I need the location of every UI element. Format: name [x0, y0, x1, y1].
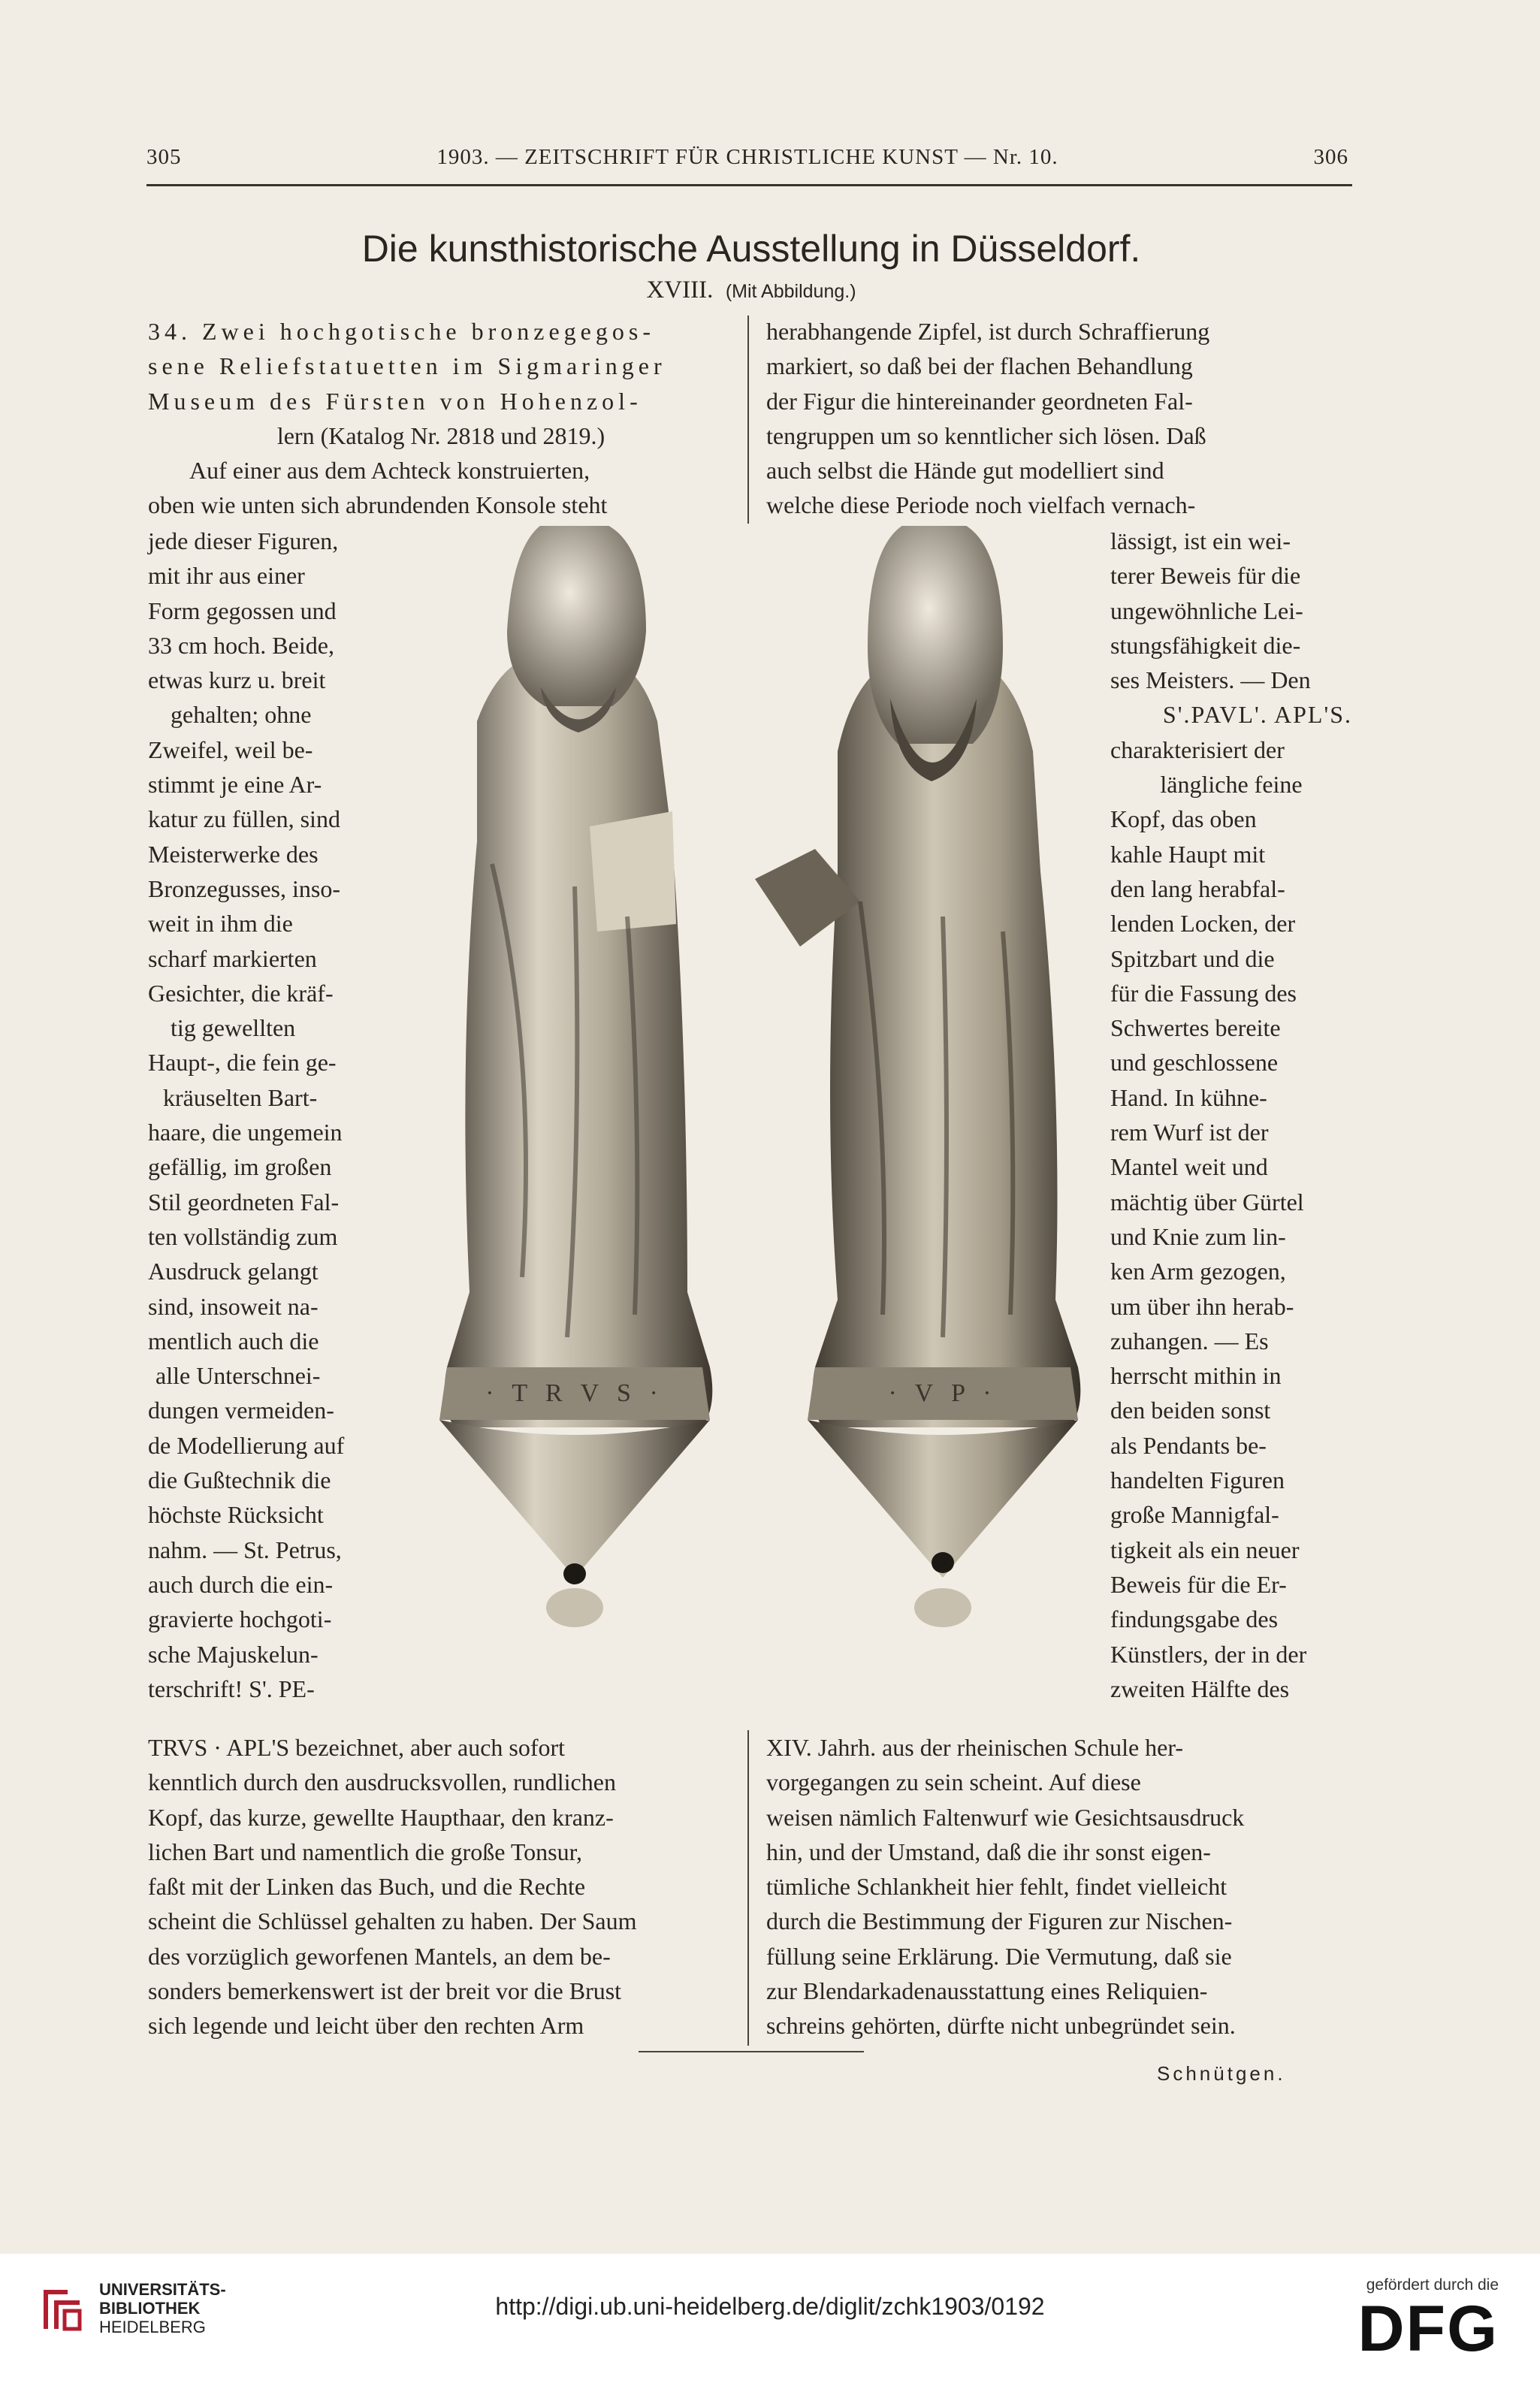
page-number-left: 305 [146, 145, 182, 169]
text-line: scharf markierten [148, 944, 317, 972]
footer-bar [0, 2254, 1540, 2392]
text-line: ses Meisters. — Den [1110, 666, 1311, 694]
text-line: 34. Zwei hochgotische bronzegegos- [148, 318, 655, 345]
text-line: lichen Bart und namentlich die große Tonsur, [148, 1838, 582, 1865]
text-line: auch durch die ein- [148, 1570, 334, 1598]
text-line: Haupt-, die fein ge- [148, 1049, 337, 1077]
text-line: dungen vermeiden- [148, 1397, 334, 1424]
text-line: charakterisiert der [1110, 735, 1285, 763]
text-line: alle Unterschnei- [156, 1362, 321, 1390]
text-line: Zweifel, weil be- [148, 735, 313, 763]
text-line: Kopf, das kurze, gewellte Haupthaar, den kranz- [148, 1803, 614, 1831]
text-line: gravierte hochgoti- [148, 1605, 332, 1633]
text-line: vorgegangen zu sein scheint. Auf diese [766, 1768, 1141, 1796]
statuettes-illustration [387, 526, 1093, 1728]
text-line: und geschlossene [1110, 1049, 1279, 1077]
text-line: herabhangende Zipfel, ist durch Schraffierung [766, 318, 1210, 345]
text-line: weisen nämlich Faltenwurf wie Gesichtsausdruck [766, 1803, 1245, 1831]
text-line: TRVS · APL'S bezeichnet, aber auch sofort [148, 1734, 566, 1761]
inscription-petrus: · T R V S · [485, 1379, 664, 1407]
inscription-paul: S'.PAVL'. APL'S. [1162, 701, 1352, 729]
library-line2: BIBLIOTHEK [99, 2299, 201, 2318]
text-line: Stil geordneten Fal- [148, 1188, 340, 1216]
running-header [146, 145, 1348, 170]
text-line: handelten Figuren [1110, 1466, 1285, 1494]
text-line: ungewöhnliche Lei- [1110, 596, 1303, 624]
text-line: Kopf, das oben [1110, 805, 1257, 833]
text-line: um über ihn herab- [1110, 1292, 1294, 1320]
text-line: sind, insoweit na- [148, 1292, 319, 1320]
text-line: jede dieser Figuren, [148, 527, 339, 554]
article-part: XVIII. [646, 276, 714, 304]
text-line: welche diese Periode noch vielfach vernach- [766, 491, 1196, 519]
end-rule [639, 2051, 864, 2052]
text-line: faßt mit der Linken das Buch, und die Rechte [148, 1873, 586, 1901]
text-line: sich legende und leicht über den rechten Arm [148, 2012, 584, 2040]
right-column-top [766, 314, 1352, 523]
text-line: stungsfähigkeit die- [1110, 631, 1301, 659]
text-line: durch die Bestimmung der Figuren zur Nischen- [766, 1907, 1233, 1935]
text-line: auch selbst die Hände gut modelliert sind [766, 457, 1164, 485]
text-line: des vorzüglich geworfenen Mantels, an dem be- [148, 1942, 611, 1970]
article-note: (Mit Abbildung.) [725, 281, 856, 302]
text-line: Schwertes bereite [1110, 1014, 1281, 1042]
column-divider [747, 316, 749, 524]
text-line: lässigt, ist ein wei- [1110, 527, 1291, 554]
text-line: etwas kurz u. breit [148, 666, 326, 694]
text-line: schreins gehörten, dürfte nicht unbegründet sein. [766, 2012, 1236, 2040]
text-line: mentlich auch die [148, 1327, 319, 1355]
text-line: den lang herabfal- [1110, 874, 1285, 902]
left-column-top [148, 314, 734, 523]
text-line: Meisterwerke des [148, 840, 319, 868]
text-line: Spitzbart und die [1110, 944, 1275, 972]
text-line: markiert, so daß bei der flachen Behandlung [766, 352, 1193, 380]
text-line: nahm. — St. Petrus, [148, 1536, 342, 1563]
text-line: mächtig über Gürtel [1110, 1188, 1304, 1216]
text-line: herrscht mithin in [1110, 1362, 1282, 1390]
text-line: gehalten; ohne [171, 701, 312, 729]
funder-name: DFG [1357, 2293, 1499, 2365]
funder-logo [1357, 2276, 1499, 2365]
text-line: lenden Locken, der [1110, 910, 1296, 938]
text-line: kahle Haupt mit [1110, 840, 1266, 868]
text-line: die Gußtechnik die [148, 1466, 331, 1494]
text-line: große Mannigfal- [1110, 1501, 1279, 1529]
library-line3: HEIDELBERG [99, 2318, 206, 2336]
text-line: terer Beweis für die [1110, 562, 1301, 590]
text-line: der Figur die hintereinander geordneten Fal- [766, 387, 1193, 415]
article-subtitle [0, 276, 1502, 304]
header-rule [146, 184, 1352, 186]
text-line: Gesichter, die kräf- [148, 979, 334, 1007]
text-line: katur zu füllen, sind [148, 805, 340, 833]
text-line: stimmt je eine Ar- [148, 771, 322, 799]
left-column-narrow [148, 524, 381, 1706]
text-line: kräuselten Bart- [163, 1083, 318, 1111]
text-line: höchste Rücksicht [148, 1501, 324, 1529]
library-line1: UNIVERSITÄTS- [99, 2280, 226, 2299]
text-line: tigkeit als ein neuer [1110, 1536, 1300, 1563]
text-line: längliche feine [1160, 771, 1303, 799]
text-line: scheint die Schlüssel gehalten zu haben. Der Saum [148, 1907, 637, 1935]
text-line: tig gewellten [171, 1014, 296, 1042]
funder-note: gefördert durch die [1366, 2276, 1499, 2294]
journal-title: 1903. — ZEITSCHRIFT FÜR CHRISTLICHE KUNST — Nr. 10. [436, 145, 1058, 169]
text-line: Ausdruck gelangt [148, 1258, 319, 1285]
text-line: Beweis für die Er- [1110, 1570, 1287, 1598]
text-line: den beiden sonst [1110, 1397, 1271, 1424]
text-line: XIV. Jahrh. aus der rheinischen Schule her- [766, 1734, 1184, 1761]
column-divider [747, 1730, 749, 2046]
text-line: ten vollständig zum [148, 1222, 338, 1250]
author-signature: Schnütgen. [1157, 2062, 1286, 2085]
text-line: gefällig, im großen [148, 1153, 332, 1181]
text-line: hin, und der Umstand, daß die ihr sonst eigen- [766, 1838, 1211, 1865]
text-line: haare, die ungemein [148, 1119, 343, 1146]
text-line: tengruppen um so kenntlicher sich lösen. Daß [766, 421, 1206, 449]
right-column-narrow [1110, 524, 1352, 1706]
text-line: Form gegossen und [148, 596, 337, 624]
text-line: kenntlich durch den ausdrucksvollen, rundlichen [148, 1768, 616, 1796]
text-line: 33 cm hoch. Beide, [148, 631, 334, 659]
text-line: Auf einer aus dem Achteck konstruierten, [189, 457, 590, 485]
text-line: zur Blendarkadenausstattung eines Reliquien- [766, 1977, 1208, 2005]
text-line: sche Majuskelun- [148, 1640, 319, 1668]
text-line: Museum des Fürsten von Hohenzol- [148, 387, 642, 415]
text-line: lern (Katalog Nr. 2818 und 2819.) [276, 421, 605, 449]
text-line: für die Fassung des [1110, 979, 1297, 1007]
text-line: mit ihr aus einer [148, 562, 305, 590]
left-column-bottom [148, 1730, 734, 2043]
text-line: ken Arm gezogen, [1110, 1258, 1286, 1285]
text-line: füllung seine Erklärung. Die Vermutung, daß sie [766, 1942, 1232, 1970]
inscription-paulus: · V P · [888, 1379, 998, 1407]
text-line: sene Reliefstatuetten im Sigmaringer [148, 352, 666, 380]
text-line: und Knie zum lin- [1110, 1222, 1286, 1250]
page-number-right: 306 [1313, 145, 1348, 169]
text-line: zuhangen. — Es [1110, 1327, 1269, 1355]
text-line: terschrift! S'. PE- [148, 1675, 315, 1702]
text-line: Bronzegusses, inso- [148, 874, 340, 902]
text-line: zweiten Hälfte des [1110, 1675, 1290, 1702]
text-line: oben wie unten sich abrundenden Konsole steht [148, 491, 608, 519]
permalink[interactable]: http://digi.ub.uni-heidelberg.de/diglit/zchk1903/0192 [495, 2293, 1045, 2320]
text-line: sonders bemerkenswert ist der breit vor die Brust [148, 1977, 622, 2005]
text-line: Mantel weit und [1110, 1153, 1268, 1181]
text-line: tümliche Schlankheit hier fehlt, findet vielleicht [766, 1873, 1227, 1901]
st-paul-figure [755, 526, 1080, 1627]
text-line: weit in ihm die [148, 910, 293, 938]
article-title: Die kunsthistorische Ausstellung in Düsseldorf. [361, 228, 1141, 270]
text-line: als Pendants be- [1110, 1431, 1267, 1459]
text-line: de Modellierung auf [148, 1431, 345, 1459]
text-line: rem Wurf ist der [1110, 1119, 1269, 1146]
text-line: Hand. In kühne- [1110, 1083, 1267, 1111]
right-column-bottom [766, 1730, 1352, 2043]
st-peter-figure [439, 526, 712, 1627]
text-line: findungsgabe des [1110, 1605, 1279, 1633]
text-line: Künstlers, der in der [1110, 1640, 1307, 1668]
